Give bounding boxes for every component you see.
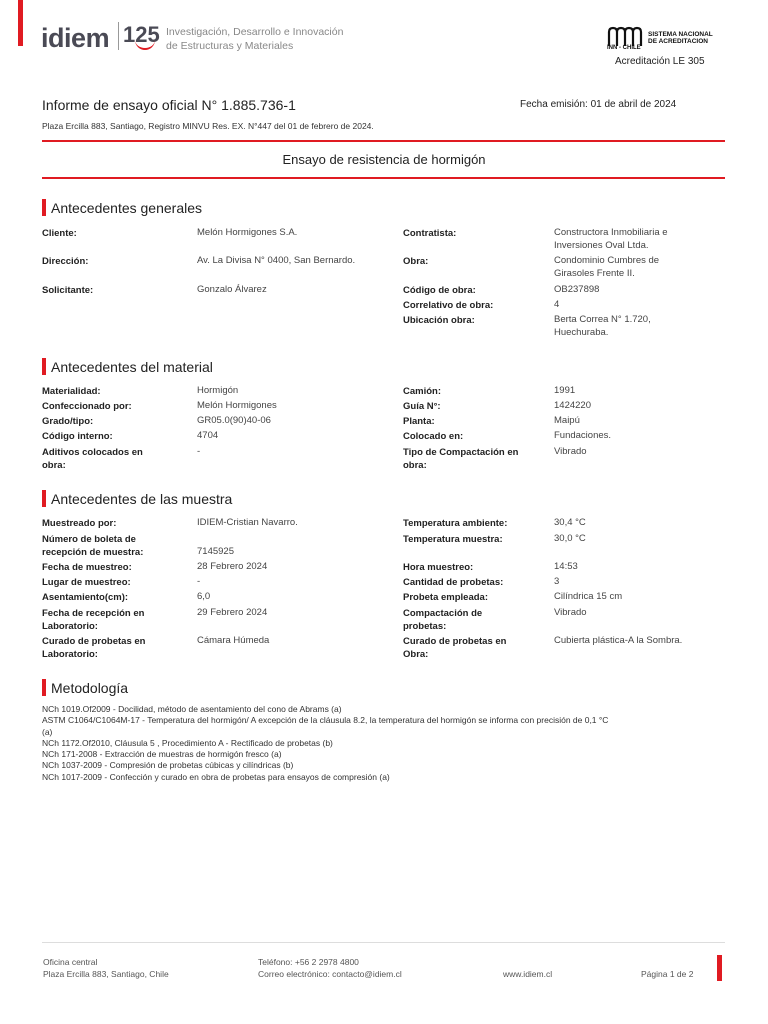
tagline-line-1: Investigación, Desarrollo e Innovación — [166, 26, 344, 38]
field-value: 29 Febrero 2024 — [197, 607, 268, 618]
field-label: Tipo de Compactación en obra: — [403, 447, 519, 471]
footer-contact — [258, 956, 402, 980]
methodology-item: NCh 1172.Of2010, Cláusula 5 , Procedimiento A - Rectificado de probetas (b) — [42, 737, 333, 748]
field-label: Curado de probetas en Laboratorio: — [42, 636, 146, 660]
methodology-item: ASTM C1064/C1064M-17 - Temperatura del hormigón/ A excepción de la cláusula 8.2, la temperatura del hormigón se informa con precisión de 0,1 °C — [42, 715, 609, 726]
footer-email[interactable]: Correo electrónico: contacto@idiem.cl — [258, 969, 402, 979]
sna-line-1: SISTEMA NACIONAL — [648, 31, 713, 38]
field-value: Fundaciones. — [554, 430, 612, 441]
field-label: Muestreado por: — [42, 518, 117, 529]
field-label: Código interno: — [42, 431, 113, 442]
logo-divider — [118, 22, 119, 50]
field-value: Vibrado — [554, 446, 587, 457]
footer-office-address: Plaza Ercilla 883, Santiago, Chile — [43, 969, 169, 979]
field-label: Hora muestreo: — [403, 562, 474, 573]
sna-line-2: DE ACREDITACION — [648, 38, 708, 45]
idiem-logo: idiem — [41, 23, 110, 53]
bottom-red-bar — [717, 955, 722, 981]
field-label: Número de boleta de recepción de muestra: — [42, 534, 144, 558]
field-value: 7145925 — [197, 545, 234, 557]
field-value: 4704 — [197, 430, 219, 441]
field-label: Ubicación obra: — [403, 315, 475, 326]
field-value: Condominio Cumbres de Girasoles Frente II. — [554, 255, 660, 279]
company-tagline — [166, 25, 343, 53]
field-label: Correlativo de obra: — [403, 300, 494, 311]
field-label: Curado de probetas en Obra: — [403, 636, 507, 660]
footer-office-label: Oficina central — [43, 957, 98, 967]
field-label: Fecha de muestreo: — [42, 562, 132, 573]
field-label: Planta: — [403, 416, 435, 427]
field-value: Gonzalo Álvarez — [197, 284, 267, 295]
report-title: Informe de ensayo oficial N° 1.885.736-1 — [42, 97, 296, 113]
field-value: GR05.0(90)40-06 — [197, 415, 271, 426]
footer-phone: Teléfono: +56 2 2978 4800 — [258, 957, 359, 967]
field-value: Melón Hormigones — [197, 400, 277, 411]
field-label: Asentamiento(cm): — [42, 592, 129, 603]
section-marker — [42, 199, 46, 216]
section-marker — [42, 358, 46, 375]
section-marker — [42, 679, 46, 696]
field-label: Obra: — [403, 256, 429, 267]
divider-top — [42, 140, 725, 142]
field-label: Dirección: — [42, 256, 89, 267]
issue-date: Fecha emisión: 01 de abril de 2024 — [520, 99, 677, 110]
methodology-item: NCh 1017-2009 - Confección y curado en obra de probetas para ensayos de compresión (a) — [42, 771, 390, 782]
field-value: 1424220 — [554, 400, 591, 411]
field-value: 3 — [554, 576, 560, 587]
field-value: Melón Hormigones S.A. — [197, 227, 298, 238]
field-value: OB237898 — [554, 284, 600, 295]
anniversary-arc — [135, 40, 155, 50]
section-title-samples: Antecedentes de las muestra — [51, 491, 233, 507]
section-title-general: Antecedentes generales — [51, 200, 202, 216]
field-label: Guía N°: — [403, 401, 441, 412]
field-label: Camión: — [403, 386, 441, 397]
report-subtitle: Ensayo de resistencia de hormigón — [282, 152, 486, 167]
field-value: - — [197, 576, 201, 587]
field-value: Hormigón — [197, 385, 239, 396]
field-value: - — [197, 446, 201, 457]
field-label: Lugar de muestreo: — [42, 577, 131, 588]
field-label: Grado/tipo: — [42, 416, 94, 427]
field-value: IDIEM-Cristian Navarro. — [197, 517, 298, 528]
field-value: Maipú — [554, 415, 580, 426]
anniversary-logo: 125 — [123, 22, 160, 47]
field-value: 30,4 °C — [554, 517, 586, 528]
field-value: 6,0 — [197, 591, 211, 602]
field-value: Vibrado — [554, 607, 587, 618]
field-value: Berta Correa N° 1.720, Huechuraba. — [554, 314, 651, 338]
field-label: Colocado en: — [403, 431, 464, 442]
methodology-item: (a) — [42, 726, 53, 737]
accreditation-label: Acreditación LE 305 — [615, 56, 705, 67]
section-title-material: Antecedentes del material — [51, 359, 213, 375]
inn-chile-label: INN - CHILE — [607, 45, 641, 51]
field-label: Código de obra: — [403, 285, 476, 296]
footer-divider — [42, 942, 725, 943]
field-value: Cubierta plástica-A la Sombra. — [554, 635, 683, 646]
sna-logo-text — [648, 31, 713, 45]
field-label: Compactación de probetas: — [403, 608, 483, 632]
section-marker — [42, 490, 46, 507]
field-label: Cantidad de probetas: — [403, 577, 504, 588]
footer-website[interactable]: www.idiem.cl — [503, 969, 553, 979]
field-value: 4 — [554, 299, 560, 310]
section-title-methodology: Metodología — [51, 680, 129, 696]
divider-bottom — [42, 177, 725, 179]
field-value: Constructora Inmobiliaria e Inversiones Oval Ltda. — [554, 227, 668, 251]
field-label: Aditivos colocados en obra: — [42, 447, 143, 471]
field-label: Cliente: — [42, 228, 77, 239]
field-value: Cilíndrica 15 cm — [554, 591, 623, 602]
methodology-list — [42, 704, 682, 783]
field-label: Solicitante: — [42, 285, 94, 296]
field-label: Contratista: — [403, 228, 457, 239]
field-value: 28 Febrero 2024 — [197, 561, 268, 572]
page-number: Página 1 de 2 — [641, 969, 694, 979]
tagline-line-2: de Estructuras y Materiales — [166, 40, 294, 52]
field-value: Cámara Húmeda — [197, 635, 270, 646]
field-label: Probeta empleada: — [403, 592, 488, 603]
field-label: Materialidad: — [42, 386, 101, 397]
footer-office — [43, 956, 169, 980]
methodology-item: NCh 1037-2009 - Compresión de probetas cúbicas y cilíndricas (b) — [42, 760, 294, 771]
field-label: Fecha de recepción en Laboratorio: — [42, 608, 145, 632]
field-value: 1991 — [554, 385, 576, 396]
field-label: Temperatura ambiente: — [403, 518, 508, 529]
lab-address: Plaza Ercilla 883, Santiago, Registro MINVU Res. EX. N°447 del 01 de febrero de 2024. — [42, 121, 374, 131]
methodology-item: NCh 1019.Of2009 - Docilidad, método de asentamiento del cono de Abrams (a) — [42, 704, 342, 714]
top-red-bar — [18, 0, 23, 46]
field-label: Temperatura muestra: — [403, 534, 503, 545]
field-value: 14:53 — [554, 561, 578, 572]
field-label: Confeccionado por: — [42, 401, 132, 412]
field-value: Av. La Divisa N° 0400, San Bernardo. — [197, 255, 356, 266]
field-value: 30,0 °C — [554, 533, 586, 544]
methodology-item: NCh 171-2008 - Extracción de muestras de hormigón fresco (a) — [42, 749, 282, 760]
